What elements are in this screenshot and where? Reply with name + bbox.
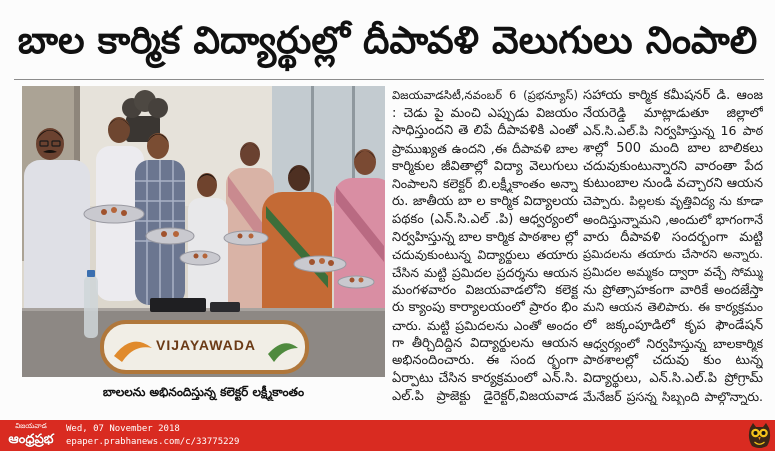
article-line: ప్రమిదల అమ్మకం ద్వారా వచ్చే సోమ్ము [583,264,763,279]
clay-lamp [319,258,325,264]
edition-label: విజయవాడ [15,422,47,430]
photo-window-frame [311,86,314,206]
article-line: నేయరెడ్డి మాట్లాడుతూ జిల్లాలో [583,105,763,121]
publish-date: Wed, 07 November 2018 [66,424,180,434]
article-line: చెప్పారు. పిల్లలకు వృత్తివిద్య ను కూడా [583,194,763,209]
article-line: ఎన్.సి.ఎల్.పి నిర్వహిస్తున్న 16 పాఠ [583,123,763,139]
clay-lamp [328,260,334,266]
article-line: నిర్వహిస్తున్న బాల కార్మిక పాఠశాల ల్లో [392,229,578,245]
clay-lamp [194,254,199,259]
article-line: రు క్యాంపు కార్యాలయంలో ప్రారం భిం [392,300,578,316]
person-head [197,173,217,197]
vijayawada-plaque [102,322,307,372]
headline-rule [14,79,764,80]
article-line: పాఠశాలల్లో చదువు కుం టున్న [583,353,763,369]
clay-lamp [161,231,167,237]
article-line: చారు. మట్టి ప్రమిదలను ఎంతో అందం [392,317,578,333]
article-line: మని ఆయన తెలిపారు. ఈ కార్యక్రమం [583,300,763,315]
clay-lamp [121,210,127,216]
article-line: ఆధ్వర్యంలో నిర్వహిస్తున్న బాలకార్మిక [583,335,763,351]
article-line: ను ప్రోత్సాహకంగా వారికే అందజేస్తా [583,282,763,298]
article-line: అందిస్తున్నామని ,అందులో భాగంగానే [583,211,763,227]
plaque-text: VIJAYAWADA [155,337,257,353]
article-line: చేసిన మట్టి ప్రమిదల ప్రదర్శను ఆయన [392,264,578,280]
article-line: కుటుంబాల నుండి వచ్చారని ఆయన [583,176,763,192]
clay-lamp [101,209,107,215]
article-dateline: విజయవాడసిటీ,నవంబర్ 6 (ప్రభన్యూస్) [392,88,578,102]
owl-icon [747,422,772,449]
table-black-box [210,302,240,312]
article-line: రు. జాతీయ బా ల కార్మిక విద్యాలయ [392,194,578,210]
clay-lamp [359,278,364,283]
clay-lamp [350,278,355,283]
article-line: : చెడు పై మంచి ఎప్పుడు విజయం [392,105,578,121]
clay-lamp [309,259,315,265]
water-bottle [84,270,98,338]
emblem-lion-right [148,98,168,118]
person-head [147,133,169,159]
epaper-footer-bar [0,420,775,451]
article-line: మేనేజర్ ప్రసన్న సిబ్బంది పాల్గొన్నారు. [583,388,763,404]
article-line: సహాయ కార్మిక కమీషనర్ డి. ఆంజ [583,88,763,103]
table-black-box [150,298,206,312]
article-line: చదువుకుంటున్న విద్యార్థులు తయారు [392,247,578,263]
article-column-1 [392,87,578,407]
article-line: ఏర్పాటు చేసిన కార్యక్రమంలో ఎన్.సి. [392,371,578,386]
clay-lamp [173,231,179,237]
person-head [108,117,130,143]
owl-pupil-left [754,431,758,435]
plate [146,228,194,244]
plate [180,251,220,265]
headline: బాల కార్మిక విద్యార్థుల్లో దీపావళి వెలుగులు నింపాలి [17,18,758,62]
plate [224,231,268,245]
article-column-2 [583,87,763,407]
clay-lamp [111,207,117,213]
article-line: కార్మికుల జీవితాల్లో విద్యా వెలుగులు [392,158,578,174]
article-line: నింపాలని కలెక్టర్ బి.లక్ష్మీకాంతం అన్నా [392,176,578,192]
article-line: ప్రమిదలను తయారు చేసారని అన్నారు. [583,247,763,262]
clay-lamp [238,234,243,239]
article-line: సాధిస్తుందని తె లిపే దీపావళికి ఎంతో [392,123,578,139]
masthead-name: ఆంధ్రప్రభ [8,432,54,447]
photo-caption: బాలలను అభినందిస్తున్న కలెక్టర్ లక్ష్మీకాంతం [102,385,305,399]
article-line: చదువుకుంటున్నారని వారంతా పేద [583,158,763,174]
article-line: వారు దీపావళి సందర్భంగా మట్టి [583,229,763,245]
plate [338,276,374,288]
article-photo [22,86,385,377]
masthead-logo [2,421,60,450]
article-line: ఎల్.పి ప్రాజెక్టు డైరెక్టర్,విజయవాడ [392,388,578,404]
article-line: ప్రాముఖ్యత ఉందని ,ఈ దీపావళి బాల [392,141,578,157]
person-head [354,149,376,175]
article-line: మంగళవారం విజయవాడలోని కలెక్ట [392,282,578,298]
clay-lamp [203,254,208,259]
article-line: శాల్లో 500 మంది బాల బాలికలు [583,141,763,157]
plate [294,256,346,272]
clip-url: epaper.prabhanews.com/c/33775229 [66,437,240,447]
article-line: అభినందించారు. ఈ సంద ర్భంగా [392,353,578,369]
clay-lamp [249,234,254,239]
owl-pupil-right [762,431,766,435]
photo-scene [22,86,385,377]
article-line: విద్యార్థులు, ఎన్.సి.ఎల్.పి ప్రోగ్రామ్ [583,371,763,386]
person-head [240,142,260,166]
bottle-cap [87,270,95,277]
article-line: లో జక్కంపూడిలో కృప ఫౌండేషన్ [583,317,763,333]
article-line: పథకం (ఎన్.సి.ఎల్ .పి) ఆధ్వర్యంలో [392,211,578,227]
bottle-body [84,276,98,338]
article-line: గా తీర్చిదిద్దిన విద్యార్థులను ఆయన [392,335,578,351]
person-head [288,165,310,191]
